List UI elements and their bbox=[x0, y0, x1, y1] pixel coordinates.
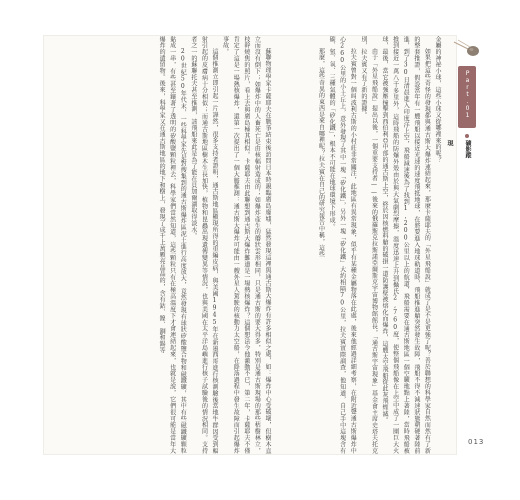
book-page bbox=[44, 36, 456, 454]
paragraph: 由于「外星飛船說」提出以後，一個重要支持者——後來的俄羅斯克拉斯諾亞爾斯克宇宙博物館館長，「通古斯宇宙現象」基金會主席史塔夫托克別，拉夫賓又有了新的證據。 bbox=[359, 36, 378, 454]
right-text-column bbox=[280, 36, 442, 454]
bullet-dot bbox=[465, 134, 469, 138]
chapter-sidebar bbox=[446, 48, 482, 158]
paragraph: 金屬的神祕小球，這些小球又從哪裡來的呢？ bbox=[434, 36, 441, 163]
paragraph: 如果把這些奇怪的發現都與通古斯大爆炸連結起來，那麼卡薩耶夫的「外星飛船說」就成了是不是更強了呢？善於聯想的科學家自然而然有了新的整套推證，假設當年有一艘飛船以接近光速的速度飛抵地球，在將要進入地球軌道時，飛船推進艙突然發生故障，飛船不得不減速狀態朝硬著陸前進，到了30日清晨進入印度洋上空，飛船減速後為了找到1,200公里以上的航道，飛船需要在通古斯地區一個空曠地點上著陸，當時飛船被推到接近一萬八千多里外，這時飛船的防爆外殼由於與大氣劇烈摩擦，溫度迅速上升到攝氏2,760度，使整個飛船像在上空中成了一團巨大火球，最後，當它被強壓撞擊到西伯利亞中部的通古斯上空，終於因核燃料艙的破損一道防護壁被熔化而爆炸，這艘太空飛船從此灰飛煙滅。 bbox=[381, 36, 431, 454]
paragraph: 20世紀50年代末，一些科學家先是對搜集到的通古斯爆炸區泥土進行高度放大，竟然發現有球狀矽酸鹽合物和磁鐵礦，其中有些磁鐵礦顆粒黏成一串，有些甚至鑲著了透明的矽酸鹽顆粒裡去，科學家們當然知道，這些顆粒只有在極高溫度下才會連結起來，也就是說，它們很可能是當年大爆炸的遺留物。後來，科學家又在通古斯地區的地下和樹上，發現了成千上萬顆亮晶晶的，含有鈷、鎳、銅和錫等 bbox=[158, 36, 187, 454]
paragraph: 蘇聯物理學家卡薩耶夫在戰爭結束後訪問日本時親臨廣島廢墟，猛然發現這裡與通古斯大爆炸有許多相似之處，如：爆炸中心受破壞，但樹木直立而沒有倒下；如爆炸中的人畜死亡是由核輻射造成的；如爆炸產生的蘑狀雲形相同，只是通古斯的要大得多，特別是通古斯現場的那些枯樹林立，枝幹燒焦的照片，看上去與廣島極其相似。卡薩耶夫由此聯想到通古斯大爆炸難道是一場熱核爆炸？這個想法令他激動不已，第二年，卡薩耶夫不僅肯定了這是一場熱核爆炸，還第一次提出了一個大膽推測：通古斯大爆炸可能由一艘外星人駕駛的核動力太空船，在降落過程中發生故障而引起爆炸事故。 bbox=[221, 36, 271, 454]
paragraph: 拉夫賓曾對一個叫波利古斯的小村莊非常關注，此地區有異常現象，似乎有某種金屬物落在此處，後來他經過詳細考察，在附近聲通古斯爆炸中心260公里的小土丘上，意外發現了其中一塊「矽化鐵」，另外一塊「矽化鐵」大約相隔70公里，拉夫賓實際調查，他知道，自己手中這塊含有碳、氫、氧、三種氣體的「矽化鐵」，根本不可能在地球環境下形成。 bbox=[328, 36, 357, 454]
paragraph: 那麼，這些奇異的東西是來自哪裡呢？拉夫賓在自己的研究報告中稱，這些 bbox=[317, 48, 325, 258]
paragraph: 這個推測立即引起一片譁然，很多支持者證明，通古斯地區顯現所得的重編皮病，與美國1945年在新墨西哥進行核測驗後當地牛群因受到輻射引起的皮膚病十分相似；而通古斯地區樹木生長加快，植物和昆蟲出現遺傳變異等情況，也與美國在太平洋島嶼進行核子試驗後的情況相同。支持者之一的蘇聯托夫甚至推測，該飛船來此是為了能在貝加爾湖取得淡水。 bbox=[189, 36, 219, 454]
left-text-column bbox=[100, 36, 272, 454]
page-number: 013 bbox=[468, 438, 485, 446]
section-title: 礦影蹤現 bbox=[446, 140, 471, 158]
part-label: Part.01 bbox=[464, 70, 471, 119]
